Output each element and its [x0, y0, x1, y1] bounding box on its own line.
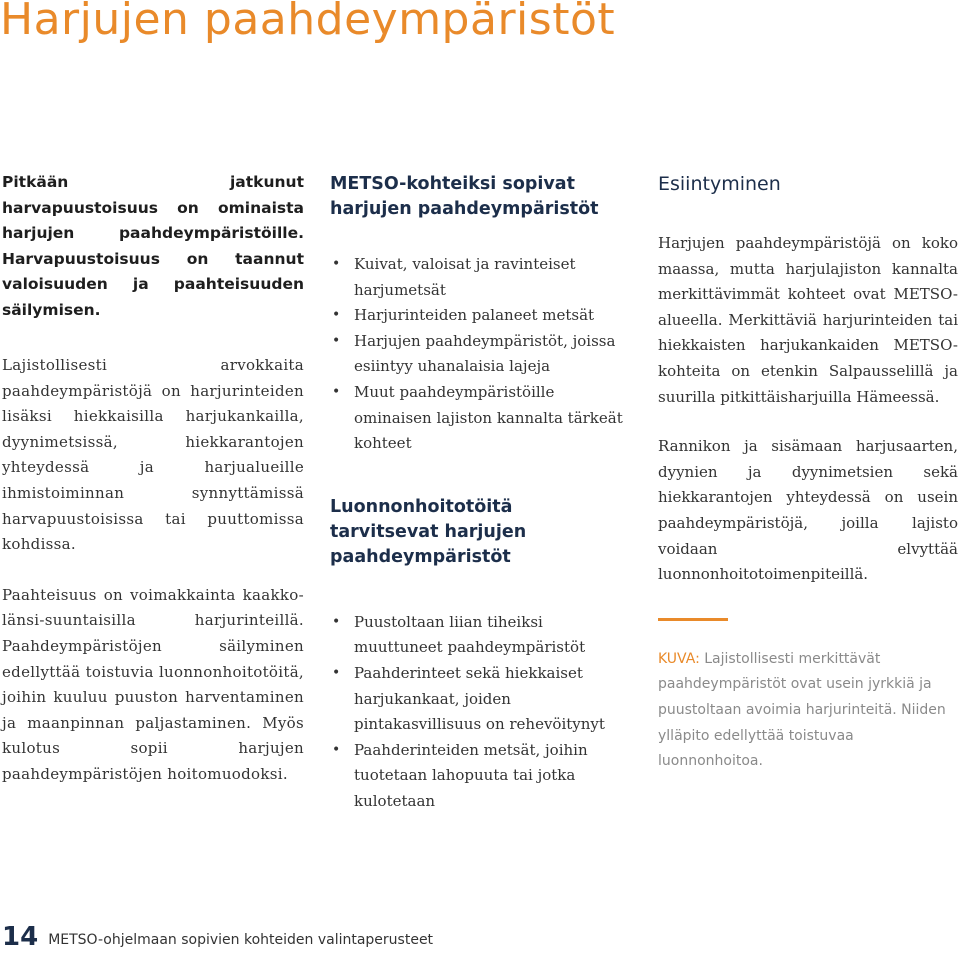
caption-text: Lajistollisesti merkittävät paahdeympäristöt ovat usein jyrkkiä ja puustoltaan avoimia harjurinteitä. Niiden ylläpito edellyttää toistuvaa luonnonhoitoa.	[658, 650, 946, 770]
body-paragraph-2: Paahteisuus on voimakkainta kaakko-länsi-suuntaisilla harjurinteillä. Paahdeympäristöjen säilyminen edellyttää toistuvia luonnonhoitotöitä, joihin kuuluu puuston harventaminen ja maanpinnan paljastaminen. Myös kulotus sopii harjujen paahdeympäristöjen hoitomuodoksi.	[2, 585, 304, 783]
left-column	[2, 170, 304, 813]
list-item	[330, 329, 626, 380]
bullet-icon: •	[332, 664, 341, 681]
list-item-text: Puustoltaan liian tiheiksi muuttuneet paahdeympäristöt	[354, 612, 586, 657]
caption-label: KUVA:	[658, 650, 700, 667]
caption-divider	[658, 618, 728, 621]
nature-management-heading: Luonnonhoitotöitä tarvitsevat harjujen paahdeympäristöt	[330, 496, 527, 567]
list-item	[330, 661, 626, 738]
metso-sites-list	[330, 252, 626, 457]
metso-sites-heading: METSO-kohteiksi sopivat harjujen paahdeympäristöt	[330, 174, 599, 219]
footer-publication-title: METSO-ohjelmaan sopivien kohteiden valintaperusteet	[48, 932, 434, 948]
bullet-icon: •	[332, 256, 341, 272]
list-item-text: Paahderinteiden metsät, joihin tuotetaan lahopuuta tai jotka kulotetaan	[354, 740, 588, 810]
list-item-text: Harjurinteiden palaneet metsät	[354, 306, 595, 325]
list-item-text: Kuivat, valoisat ja ravinteiset harjumetsät	[354, 255, 576, 299]
list-item	[330, 738, 626, 815]
page-number: 14	[2, 922, 39, 952]
page-footer	[2, 924, 433, 950]
occurrence-paragraph-2: Rannikon ja sisämaan harjusaarten, dyynien ja dyynimetsien sekä hiekkarantojen yhteydessä on usein paahdeympäristöjä, joilla lajisto voidaan elvyttää luonnonhoitotoimenpiteillä.	[658, 437, 958, 584]
photo-caption	[658, 647, 958, 775]
list-item-text: Harjujen paahdeympäristöt, joissa esiintyy uhanalaisia lajeja	[354, 331, 616, 376]
bullet-icon: •	[332, 613, 341, 630]
list-item	[330, 303, 626, 329]
bullet-icon: •	[332, 383, 341, 400]
middle-column	[330, 170, 626, 815]
nature-management-list	[330, 610, 626, 815]
list-item	[330, 380, 626, 457]
list-item-text: Muut paahdeympäristöille ominaisen lajiston kannalta tärkeät kohteet	[354, 382, 623, 453]
list-item	[330, 252, 626, 303]
right-column	[658, 170, 958, 775]
lead-paragraph: Pitkään jatkunut harvapuustoisuus on ominaista harjujen paahdeympäristöille. Harvapuustoisuus on taannut valoisuuden ja paahteisuuden säilymisen.	[2, 173, 304, 319]
bullet-icon: •	[332, 741, 341, 758]
occurrence-paragraph-1: Harjujen paahdeympäristöjä on koko maassa, mutta harjulajiston kannalta merkittävimmät kohteet ovat METSO-alueella. Merkittäviä harjurinteiden tai hiekkaisten harjukankaiden METSO-kohteita on etenkin Salpausselillä ja suurilla pitkittäisharjuilla Hämeessä.	[658, 234, 958, 406]
body-paragraph-1: Lajistollisesti arvokkaita paahdeympäristöjä on harjurinteiden lisäksi hiekkaisilla harjukankailla, dyynimetsissä, hiekkarantojen yhteydessä ja harjualueille ihmistoiminnan synnyttämissä harvapuustoisissa tai puuttomissa kohdissa.	[2, 356, 304, 554]
occurrence-heading: Esiintyminen	[658, 173, 781, 195]
list-item-text: Paahderinteet sekä hiekkaiset harjukankaat, joiden pintakasvillisuus on rehevöitynyt	[354, 663, 605, 734]
bullet-icon: •	[332, 332, 341, 349]
page-title: Harjujen paahdeympäristöt	[0, 0, 616, 45]
bullet-icon: •	[332, 307, 341, 324]
list-item	[330, 610, 626, 661]
